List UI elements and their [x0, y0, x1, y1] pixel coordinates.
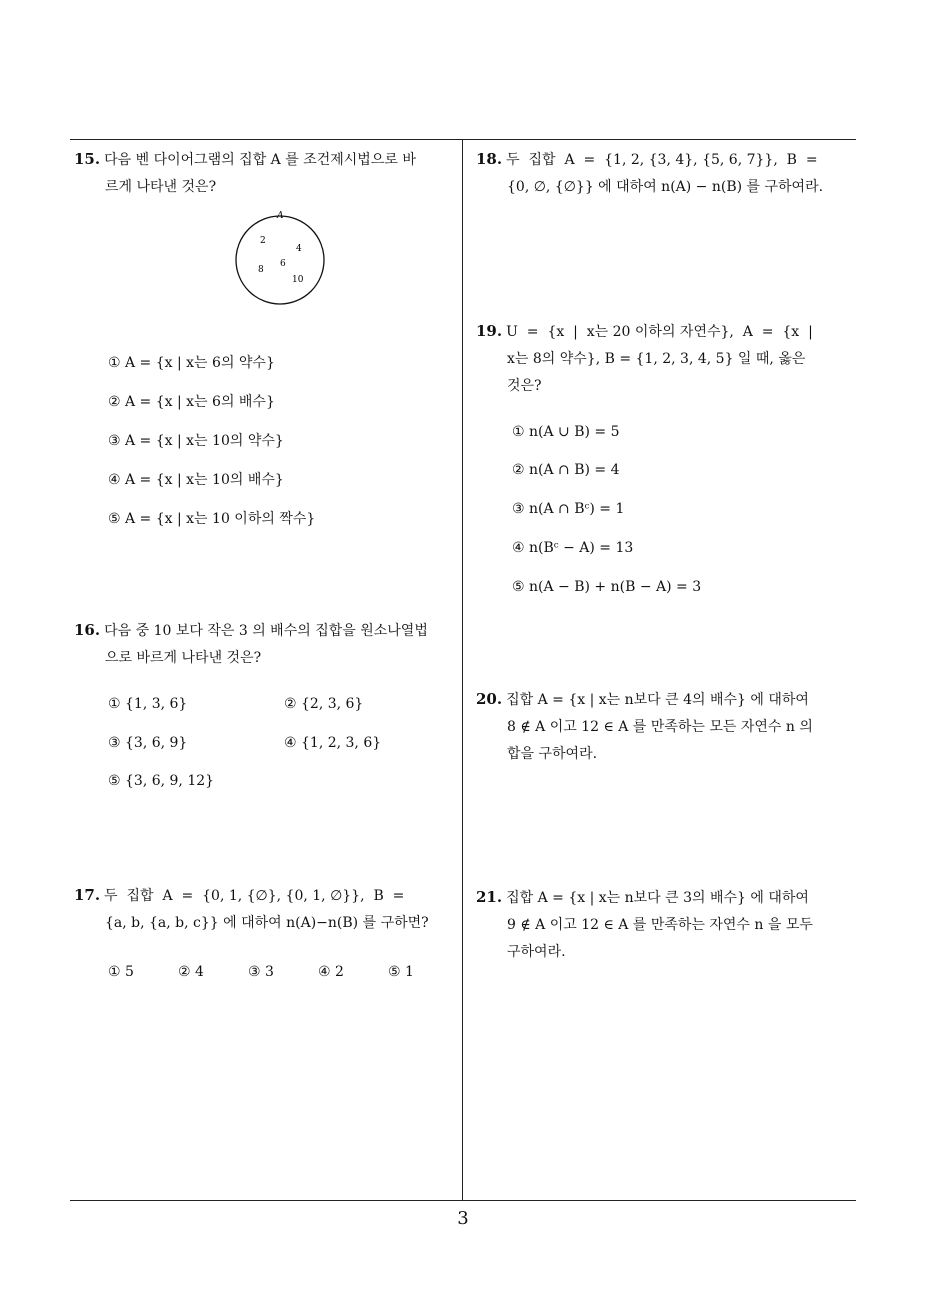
column-divider: [462, 139, 463, 1201]
question-text-line2: {a, b, {a, b, c}} 에 대하여 n(A)−n(B) 를 구하면?: [105, 915, 429, 931]
q19-option-2[interactable]: ② n(A ∩ B) = 4: [512, 462, 620, 478]
q17-option-2[interactable]: ② 4: [178, 964, 204, 980]
q15-option-5[interactable]: ⑤ A = {x | x는 10 이하의 짝수}: [108, 511, 316, 527]
question-text-line1: 집합 A = {x | x는 n보다 큰 4의 배수} 에 대하여: [506, 692, 809, 708]
venn-set-label: A: [277, 211, 284, 221]
bottom-rule: [70, 1200, 856, 1201]
q17-option-3[interactable]: ③ 3: [248, 964, 274, 980]
top-rule: [70, 139, 856, 140]
venn-element: 10: [292, 275, 304, 285]
q19-option-1[interactable]: ① n(A ∪ B) = 5: [512, 424, 620, 440]
question-number: 18.: [476, 150, 503, 168]
q15-option-3[interactable]: ③ A = {x | x는 10의 약수}: [108, 433, 284, 449]
q19-option-5[interactable]: ⑤ n(A − B) + n(B − A) = 3: [512, 579, 702, 595]
question-text-line1: 다음 중 10 보다 작은 3 의 배수의 집합을 원소나열법: [104, 623, 428, 639]
question-text-line1: 두 집합 A = {1, 2, {3, 4}, {5, 6, 7}}, B =: [506, 152, 818, 168]
question-text-line1: 집합 A = {x | x는 n보다 큰 3의 배수} 에 대하여: [506, 890, 809, 906]
question-19: [476, 318, 860, 400]
question-number: 19.: [476, 322, 503, 340]
question-text-line2: 르게 나타낸 것은?: [105, 179, 217, 195]
venn-element: 6: [280, 259, 286, 269]
q19-option-4[interactable]: ④ n(Bᶜ − A) = 13: [512, 540, 634, 556]
venn-element: 2: [260, 236, 266, 246]
q16-option-1[interactable]: ① {1, 3, 6}: [108, 696, 188, 712]
question-text-line3: 것은?: [507, 378, 542, 394]
q17-option-4[interactable]: ④ 2: [318, 964, 344, 980]
q15-option-1[interactable]: ① A = {x | x는 6의 약수}: [108, 355, 275, 371]
question-text-line1: 두 집합 A = {0, 1, {∅}, {0, 1, ∅}}, B =: [104, 888, 405, 904]
question-text-line2: x는 8의 약수}, B = {1, 2, 3, 4, 5} 일 때, 옳은: [507, 351, 806, 367]
question-text-line3: 구하여라.: [507, 944, 566, 960]
question-16: [74, 617, 458, 672]
question-text-line1: U = {x | x는 20 이하의 자연수}, A = {x |: [506, 324, 813, 340]
question-21: [476, 884, 860, 966]
q16-option-5[interactable]: ⑤ {3, 6, 9, 12}: [108, 773, 215, 789]
venn-element: 8: [258, 265, 264, 275]
question-text-line2: 8 ∉ A 이고 12 ∈ A 를 만족하는 모든 자연수 n 의: [507, 719, 813, 735]
question-text-line3: 합을 구하여라.: [507, 746, 598, 762]
venn-element: 4: [296, 244, 302, 254]
q15-option-2[interactable]: ② A = {x | x는 6의 배수}: [108, 394, 275, 410]
question-number: 15.: [74, 150, 101, 168]
question-number: 16.: [74, 621, 101, 639]
question-20: [476, 686, 860, 768]
question-number: 21.: [476, 888, 503, 906]
page-number: 3: [457, 1208, 469, 1229]
question-text-line2: {0, ∅, {∅}} 에 대하여 n(A) − n(B) 를 구하여라.: [507, 179, 824, 195]
q16-option-3[interactable]: ③ {3, 6, 9}: [108, 735, 188, 751]
question-text-line2: 으로 바르게 나타낸 것은?: [105, 650, 262, 666]
question-15: [74, 146, 458, 201]
question-18: [476, 146, 860, 201]
q19-option-3[interactable]: ③ n(A ∩ Bᶜ) = 1: [512, 501, 625, 517]
q15-option-4[interactable]: ④ A = {x | x는 10의 배수}: [108, 472, 284, 488]
question-text-line2: 9 ∉ A 이고 12 ∈ A 를 만족하는 자연수 n 을 모두: [507, 917, 813, 933]
q17-option-5[interactable]: ⑤ 1: [388, 964, 414, 980]
q17-option-1[interactable]: ① 5: [108, 964, 134, 980]
q16-option-4[interactable]: ④ {1, 2, 3, 6}: [284, 735, 382, 751]
question-number: 17.: [74, 886, 101, 904]
question-number: 20.: [476, 690, 503, 708]
question-17: [74, 882, 458, 937]
question-text-line1: 다음 벤 다이어그램의 집합 A 를 조건제시법으로 바: [104, 152, 416, 168]
q16-option-2[interactable]: ② {2, 3, 6}: [284, 696, 364, 712]
venn-diagram: [228, 206, 332, 310]
